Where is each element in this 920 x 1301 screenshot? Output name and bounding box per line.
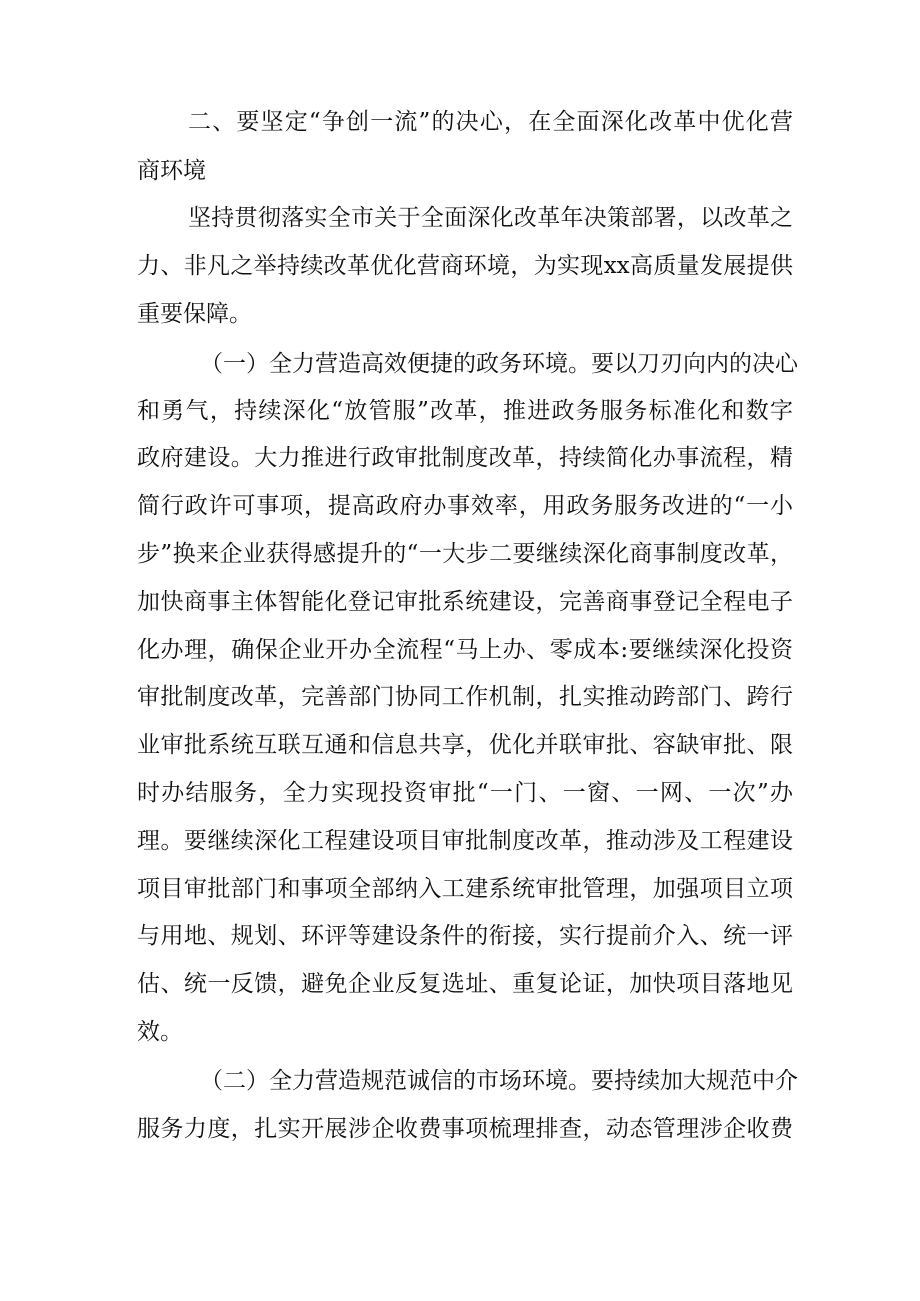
- paragraph-line: 业审批系统互联互通和信息共享，优化并联审批、容缺审批、限: [137, 732, 793, 758]
- paragraph-line: 简行政许可事项，提高政府办事效率，用政务服务改进的“一小: [137, 493, 793, 519]
- section-heading-line: 商环境: [137, 158, 206, 184]
- section-heading-line: 二、要坚定“争创一流”的决心，在全面深化改革中优化营: [188, 109, 793, 135]
- paragraph-line: （二）全力营造规范诚信的市场环境。要持续加大规范中介: [200, 1068, 798, 1094]
- paragraph-line: 理。要继续深化工程建设项目审批制度改革，推动涉及工程建设: [137, 828, 793, 854]
- paragraph-line: 力、非凡之举持续改革优化营商环境，为实现xx高质量发展提供: [137, 253, 793, 279]
- paragraph-line: 和勇气，持续深化“放管服”改革，推进政务服务标准化和数字: [137, 398, 793, 424]
- paragraph-line: 化办理，确保企业开办全流程“马上办、零成本:要继续深化投资: [137, 637, 793, 663]
- paragraph-line: 重要保障。: [137, 301, 252, 327]
- paragraph-line: 估、统一反馈，避免企业反复选址、重复论证，加快项目落地见: [137, 971, 793, 997]
- paragraph-line: 步”换来企业获得感提升的“一大步二要继续深化商事制度改革，: [137, 541, 793, 567]
- paragraph-line: 时办结服务，全力实现投资审批“一门、一窗、一网、一次”办: [137, 780, 793, 806]
- paragraph-line: 坚持贯彻落实全市关于全面深化改革年决策部署，以改革之: [188, 205, 793, 231]
- paragraph-line: 效。: [137, 1019, 183, 1045]
- paragraph-line: （一）全力营造高效便捷的政务环境。要以刀刃向内的决心: [200, 351, 798, 377]
- paragraph-line: 审批制度改革，完善部门协同工作机制，扎实推动跨部门、跨行: [137, 684, 793, 710]
- paragraph-line: 加快商事主体智能化登记审批系统建设，完善商事登记全程电子: [137, 589, 793, 615]
- paragraph-line: 与用地、规划、环评等建设条件的衔接，实行提前介入、统一评: [137, 923, 793, 949]
- paragraph-line: 政府建设。大力推进行政审批制度改革，持续简化办事流程，精: [137, 445, 793, 471]
- paragraph-line: 服务力度，扎实开展涉企收费事项梳理排查，动态管理涉企收费: [137, 1116, 793, 1142]
- paragraph-line: 项目审批部门和事项全部纳入工建系统审批管理，加强项目立项: [137, 876, 793, 902]
